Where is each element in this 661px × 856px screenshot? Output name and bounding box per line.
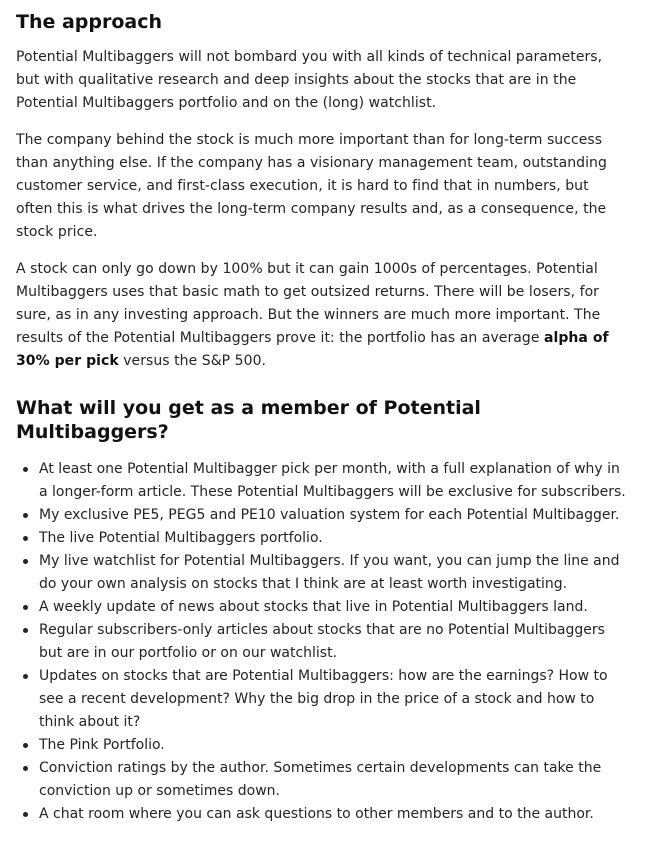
alpha-highlight: alpha of 30% per pick bbox=[16, 330, 609, 369]
list-item-text: The live Potential Multibaggers portfolio. bbox=[39, 530, 323, 546]
list-item-text: My live watchlist for Potential Multibaggers. If you want, you can jump the line and do your own analysis on stocks that I think are at least worth investigating. bbox=[39, 553, 620, 592]
paragraph-3-text-end: versus the S&P 500. bbox=[118, 353, 267, 369]
paragraph-2: The company behind the stock is much more important than for long-term success than anything else. If the company has a visionary management team, outstanding customer service, and first-class execution, it is hard to find that in numbers, but often this is what drives the long-term company results and, as a consequence, the stock price. bbox=[16, 132, 607, 240]
list-item-text: Updates on stocks that are Potential Multibaggers: how are the earnings? How to see a recent development? Why the big drop in the price of a stock and how to think about it? bbox=[39, 668, 608, 730]
bullet-icon bbox=[23, 628, 28, 633]
list-item-text: Regular subscribers-only articles about stocks that are no Potential Multibaggers but are in our portfolio or on our watchlist. bbox=[39, 622, 605, 661]
bullet-icon bbox=[23, 766, 28, 771]
list-item bbox=[38, 504, 626, 527]
list-item bbox=[38, 550, 626, 596]
list-item-text: My exclusive PE5, PEG5 and PE10 valuation system for each Potential Multibagger. bbox=[39, 507, 620, 523]
list-item-text: Conviction ratings by the author. Sometimes certain developments can take the conviction up or sometimes down. bbox=[39, 760, 602, 799]
bullet-icon bbox=[23, 605, 28, 610]
list-item bbox=[38, 757, 626, 803]
list-item-text: The Pink Portfolio. bbox=[39, 737, 165, 753]
article-body bbox=[0, 10, 626, 826]
section-heading-approach: The approach bbox=[16, 11, 163, 33]
paragraph-1: Potential Multibaggers will not bombard you with all kinds of technical parameters, but with qualitative research and deep insights about the stocks that are in the Potential Multibaggers portfolio and on the (long) watchlist. bbox=[16, 49, 603, 111]
bullet-icon bbox=[23, 513, 28, 518]
bullet-icon bbox=[23, 812, 28, 817]
list-item bbox=[38, 458, 626, 504]
paragraph-3-text-start: A stock can only go down by 100% but it can gain 1000s of percentages. Potential Multibaggers uses that basic math to get outsized returns. There will be losers, for sure, as in any investing approach. But the winners are much more important. The results of the Potential Multibaggers prove it: the portfolio has an average bbox=[16, 261, 601, 346]
paragraph-3 bbox=[16, 258, 626, 373]
bullet-icon bbox=[23, 467, 28, 472]
list-item bbox=[38, 803, 626, 826]
bullet-icon bbox=[23, 743, 28, 748]
section-heading-membership: What will you get as a member of Potential Multibaggers? bbox=[16, 397, 481, 443]
list-item-text: At least one Potential Multibagger pick per month, with a full explanation of why in a longer-form article. These Potential Multibaggers will be exclusive for subscribers. bbox=[39, 461, 626, 500]
list-item-text: A chat room where you can ask questions to other members and to the author. bbox=[39, 806, 594, 822]
list-item bbox=[38, 734, 626, 757]
benefits-list bbox=[16, 458, 626, 826]
bullet-icon bbox=[23, 536, 28, 541]
bullet-icon bbox=[23, 559, 28, 564]
bullet-icon bbox=[23, 674, 28, 679]
list-item bbox=[38, 665, 626, 734]
list-item bbox=[38, 527, 626, 550]
list-item bbox=[38, 596, 626, 619]
list-item bbox=[38, 619, 626, 665]
list-item-text: A weekly update of news about stocks that live in Potential Multibaggers land. bbox=[39, 599, 588, 615]
